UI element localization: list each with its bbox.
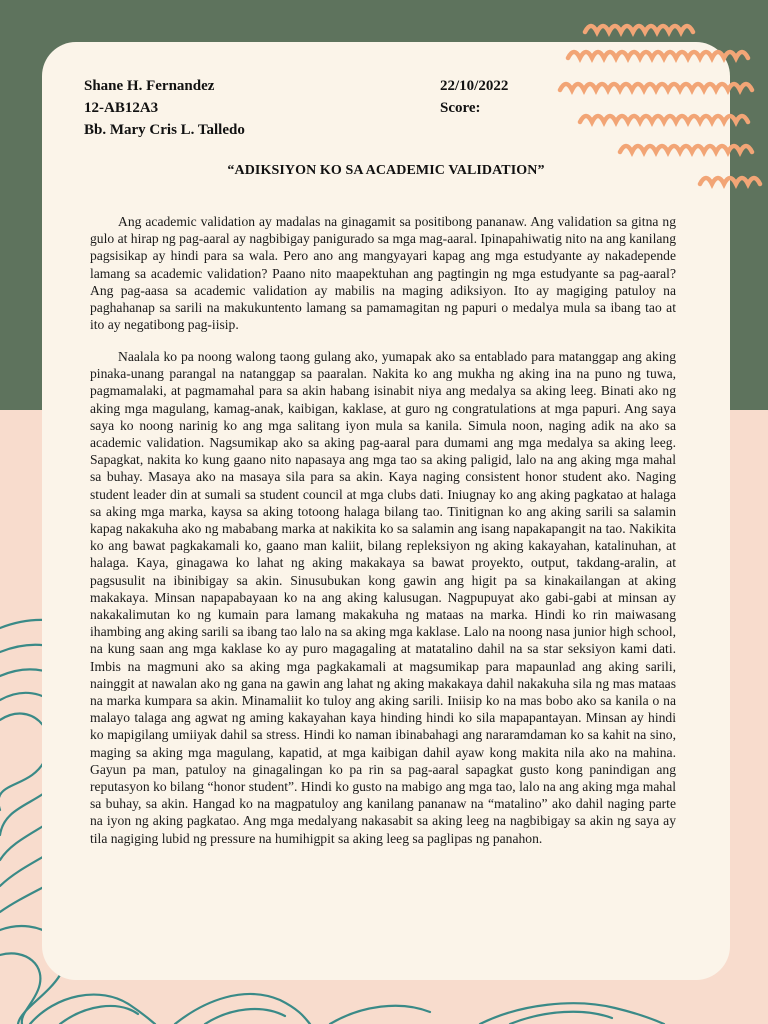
paragraph-text: Naalala ko pa noong walong taong gulang ako, yumapak ako sa entablado para matanggap ang aking pinaka-unang parangal na natanggap sa paaralan. Nakita ko ang mukha ng aking ina na puno ng tuwa, pagmamalaki, at pagmamahal para sa akin habang isinabit niya ang medalya sa aking leeg. Binati ako ng aking mga magulang, kamag-anak, kaibigan, kaklase, at guro ng congratulations at mga papuri. Ang saya saya ko noong narinig ko ang mga salitang iyon mula sa kanila. Simula noon, naging adik na ako sa academic validation. Nagsumikap ako sa aking pag-aaral para dumami ang mga medalya sa aking leeg. Sapagkat, nakita ko kung gaano nito napasaya ang mga tao sa aking paligid, lalo na ang aking mga mahal sa buhay. Masaya ako na masaya sila para sa akin. Kaya naging consistent honor student ako. Naging student leader din at sumali sa student council at mga clubs dati. Iniugnay ko ang aking pagkatao at halaga sa aking mga marka, kaysa sa aking totoong halaga bilang tao. Tinitignan ko ang aking sarili sa salamin kapag nakakuha ako ng mababang marka at nakikita ko sa salamin ang isang napakapangit na tao. Nakikita ko ang bawat pagkakamali ko, gaano man kaliit, bilang repleksiyon ng aking kakayahan, katalinuhan, at halaga. Kaya, ginagawa ko lahat ng aking makakaya sa bawat proyekto, output, takdang-aralin, at pagsusulit na ibinibigay sa akin. Sinusubukan kong gawin ang higit pa sa kinakailangan at aking makakaya. Minsan napapabayaan ko na ang aking kalusugan. Nagpupuyat ako gabi-gabi at minsan ay nakakalimutan ko ng kumain para lamang makakuha ng mataas na marka. Hindi ko rin maiwasang ihambing ang aking sarili sa ibang tao lalo na sa aking mga kaklase. Lalo na noong nasa junior high school, na kung saan ang mga kaklase ko ay puro magagaling at matatalino dahil na sa star seksiyon kami dati. Imbis na magmuni ako sa aking mga pagkakamali at magsumikap para mapaunlad ang aking sarili, nainggit at nawalan ako ng gana na gawin ang lahat ng aking makakaya dahil nakakuha sila ng mas mataas na marka kumpara sa akin. Minamaliit ko tuloy ang aking sarili. Iniisip ko na mas bobo ako sa kanila o na malayo talaga ang agwat ng aming kakayahan kaya hinding hindi ko sila mapapantayan. Minsan ay hindi ko mapigilang umiiyak dahil sa stress. Hindi ko naman ibinabahagi ang nararamdaman ko sa kahit na sino, maging sa aking mga magulang, kapatid, at mga kaibigan dahil ayaw kong makita nila ako na mahina. Gayun pa man, patuloy na ginagalingan ko pa rin sa pag-aaral sapagkat gusto kong panindigan ang reputasyon ko bilang “honor student”. Hindi ko gusto na mabigo ang mga tao, lalo na ang aking mga mahal sa buhay, sa akin. Hangad ko na magpatuloy ang kanilang pananaw na “matalino” ako dahil naging parte na iyon ng aking pagkatao. Ang mga medalyang nakasabit sa aking leeg na nagbibigay sa akin ng saya ay tila nagiging lubid ng pressure na humihigpit sa aking leeg sa paglipas ng panahon. [90, 349, 676, 846]
essay-title: “ADIKSIYON KO SA ACADEMIC VALIDATION” [227, 163, 545, 178]
teacher-name: Bb. Mary Cris L. Talledo [84, 122, 245, 138]
document-date: 22/10/2022 [440, 78, 509, 94]
paragraph-text: Ang academic validation ay madalas na ginagamit sa positibong pananaw. Ang validation sa gitna ng gulo at hirap ng pag-aaral ay nagbibigay panigurado sa mga mag-aaral. Ipinapahiwatig nito na ang kanilang pagsisikap ay hindi para sa wala. Pero ano ang mangyayari kapag ang mga estudyante ay nakadepende lamang sa academic validation? Paano nito maapektuhan ang pagtingin ng mga estudyante sa pag-aaral? Ang pag-aasa sa academic validation ay mabilis na maging adiksiyon. Ito ay magiging patuloy na paghahanap sa sarili na makukuntento lamang sa pamamagitan ng papuri o medalya mula sa ibang tao at ito ay negatibong pag-iisip. [90, 214, 676, 333]
student-name: Shane H. Fernandez [84, 78, 215, 94]
score-label: Score: [440, 100, 481, 116]
paper-sheet [42, 42, 730, 980]
student-section: 12-AB12A3 [84, 100, 159, 116]
essay-paragraph-2 [90, 348, 676, 847]
essay-paragraph-1 [90, 213, 676, 333]
